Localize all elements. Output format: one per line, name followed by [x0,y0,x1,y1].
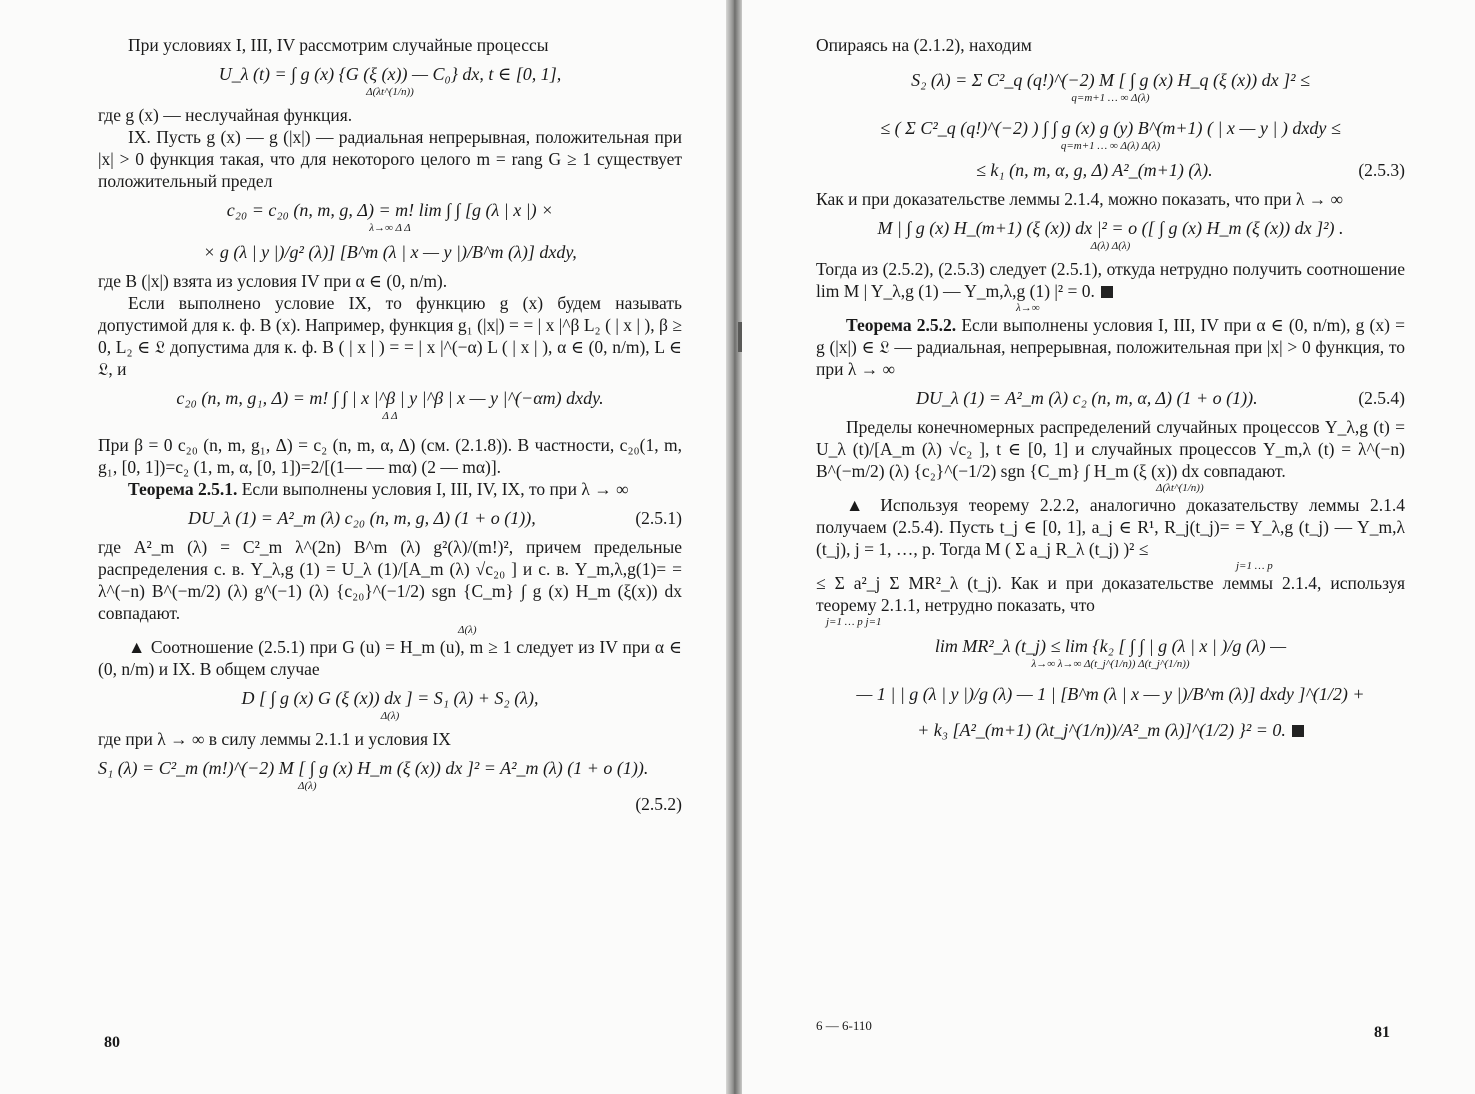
equation-c20-line2: × g (λ | y |)/g² (λ)] [B^m (λ | x — y |)/B^m (λ)] dxdy, [203,242,577,262]
equation-c20-line1: c₂₀ = c₂₀ (n, m, g, Δ) = m! lim ∫ ∫ [g (λ | x |) × [226,200,554,220]
right-page-number: 81 [1374,1024,1390,1041]
qed-square-icon-final [1292,725,1304,737]
admissible-paragraph: Если выполнено условие IX, то функцию g (x) будем называть допустимой для к. ф. B (x). Например, функция g₁ (|x|) = = | x |^β L₂ ( | x | ), β ≥ 0, L₂ ∈ 𝔏 допустима для к. ф. B ( | x | ) = = | x |^(−α) L ( | x | ), α ∈ (0, n/m), L ∈ 𝔏, и [98,293,682,379]
left-intro: При условиях I, III, IV рассмотрим случайные процессы [128,35,549,55]
condition-IX: IX. Пусть g (x) — g (|x|) — радиальная непрерывная, положительная при |x| > 0 функция такая, что для некоторого целого m = rang G ≥ 1 существует положительный предел [98,127,682,191]
equation-254 [816,386,1405,410]
equation-S2-line1-text: S₂ (λ) = Σ C²_q (q!)^(−2) M [ ∫ g (x) H_q (ξ (x)) dx ]² ≤ [911,70,1310,90]
equation-S1-text: S₁ (λ) = C²_m (m!)^(−2) M [ ∫ g (x) H_m (ξ (x)) dx ]² = A²_m (λ) (1 + o (1)). [98,758,649,778]
equation-252-number: (2.5.2) [635,794,682,814]
equation-M-text: M | ∫ g (x) H_(m+1) (ξ (x)) dx |² = o ([ ∫ g (x) H_m (ξ (x)) dx ]²) . [877,218,1344,238]
where-A-subscript: Δ(λ) [458,624,477,636]
proof-sum-subscript: j=1 … p [1236,560,1273,572]
beta-zero-paragraph: При β = 0 c₂₀ (n, m, g₁, Δ) = c₂ (n, m, α, Δ) (см. (2.1.8)). В частности, c₂₀(1, m, g₁, [0, 1])=c₂ (1, m, α, [0, 1])=2/[(1— — mα) (2 — mα)]. [98,435,682,477]
equation-252-number-row [98,792,682,816]
theorem-251 [98,478,682,500]
equation-c20-subscript: λ→∞ Δ Δ [369,222,411,234]
proof-252-cont: ≤ Σ a²_j Σ MR²_λ (t_j). Как и при доказательстве леммы 2.1.4, используя теорему 2.1.1, нетрудно показать, что [816,573,1405,615]
equation-254-text: DU_λ (1) = A²_m (λ) c₂ (n, m, α, Δ) (1 + o (1)). [916,388,1258,408]
equation-c20-g1-text: c₂₀ (n, m, g₁, Δ) = m! ∫ ∫ | x |^β | y |^β | x — y |^(−αm) dxdy. [176,388,604,408]
equation-254-number: (2.5.4) [1358,388,1405,408]
equation-lim-line3 [816,718,1405,742]
equation-S2-line1 [816,68,1405,104]
theorem-252-label: Теорема 2.5.2. [846,315,957,335]
theorem-251-text: Если выполнены условия I, III, IV, IX, то при λ → ∞ [241,479,629,499]
equation-M [816,216,1405,252]
signature-mark: 6 — 6-110 [816,1018,872,1033]
lemma-214-paragraph: Как и при доказательстве леммы 2.1.4, можно показать, что при λ → ∞ [816,189,1344,209]
equation-S1-subscript: Δ(λ) [298,780,317,792]
equation-S1 [98,756,682,792]
equation-c20-g1 [98,386,682,422]
equation-D [98,686,682,722]
equation-lim-subscript: λ→∞ λ→∞ Δ(t_j^(1/n)) Δ(t_j^(1/n)) [1031,658,1190,670]
proof-cont-subscript: j=1 … p j=1 [826,616,882,628]
equation-253-number: (2.5.3) [1358,160,1405,180]
equation-S2-line3: ≤ k₁ (n, m, α, g, Δ) A²_(m+1) (λ). [976,160,1213,180]
equation-D-text: D [ ∫ g (x) G (ξ (x)) dx ] = S₁ (λ) + S₂ (λ), [241,688,539,708]
equation-251-number: (2.5.1) [635,508,682,528]
equation-S2-line2 [816,116,1405,152]
where-A-paragraph: где A²_m (λ) = C²_m λ^(2n) B^m (λ) g²(λ)/(m!)², причем предельные распределения с. в. Y_λ,g (1) = U_λ (1)/[A_m (λ) √c₂₀ ] и с. в. Y_m,λ,g(1)= = λ^(−n) B^(−m/2) (λ) g^(−1) (λ) {c₂₀}^(−1/2) sgn {C_m} ∫ g (x) H_m (ξ(x)) dx совпадают. [98,537,682,623]
right-intro: Опираясь на (2.1.2), находим [816,35,1032,55]
equation-S2-sub1: q=m+1 … ∞ Δ(λ) [1071,92,1150,104]
right-page [742,0,1475,1094]
equation-lim-line1-text: lim MR²_λ (t_j) ≤ lim {k₂ [ ∫ ∫ | g (λ | x | )/g (λ) — [934,636,1287,656]
equation-lim-line3-text: + k₃ [A²_(m+1) (λt_j^(1/n))/A²_m (λ)]^(1/2) }² = 0. [917,720,1286,740]
equation-U [98,62,682,98]
left-page [0,0,726,1094]
equation-lim-line1 [816,634,1405,670]
then-from-paragraph [816,258,1405,302]
then-from-subscript: λ→∞ [1016,302,1040,314]
equation-M-subscript: Δ(λ) Δ(λ) [1090,240,1131,252]
equation-D-subscript: Δ(λ) [380,710,400,722]
equation-253 [816,158,1405,182]
equation-c20-g1-subscript: Δ Δ [382,410,398,422]
where-B: где B (|x|) взята из условия IV при α ∈ (0, n/m). [98,271,448,291]
then-from-text: Тогда из (2.5.2), (2.5.3) следует (2.5.1), откуда нетрудно получить соотношение lim M | Y_λ,g (1) — Y_m,λ,g (1) |² = 0. [816,259,1405,301]
theorem-251-label: Теорема 2.5.1. [128,479,238,499]
left-page-number: 80 [104,1034,120,1051]
equation-S2-line2-text: ≤ ( Σ C²_q (q!)^(−2) ) ∫ ∫ g (x) g (y) B^(m+1) ( | x — y | ) dxdy ≤ [880,118,1341,138]
where-g: где g (x) — неслучайная функция. [98,105,353,125]
equation-lim-line2: — 1 | | g (λ | y |)/g (λ) — 1 | [B^m (λ | x — y |)/B^m (λ)] dxdy ]^(1/2) + [856,684,1365,704]
limits-subscript: Δ(λt^(1/n)) [1156,482,1204,494]
equation-251-text: DU_λ (1) = A²_m (λ) c₂₀ (n, m, g, Δ) (1 + o (1)), [188,508,536,528]
equation-U-subscript: Δ(λt^(1/n)) [366,86,414,98]
proof-252-start: ▲ Используя теорему 2.2.2, аналогично доказательству леммы 2.1.4 получаем (2.5.4). Пусть t_j ∈ [0, 1], a_j ∈ R¹, R_j(t_j)= = Y_λ,g (t_j) — Y_m,λ (t_j), j = 1, …, p. Тогда M ( Σ a_j R_λ (t_j) )² ≤ [816,495,1405,559]
equation-251 [98,506,682,530]
theorem-252 [816,314,1405,380]
proof-251-start: ▲ Соотношение (2.5.1) при G (u) = H_m (u), m ≥ 1 следует из IV при α ∈ (0, n/m) и IX. В общем случае [98,637,682,679]
equation-U-text: U_λ (t) = ∫ g (x) {G (ξ (x)) — C₀} dx, t ∈ [0, 1], [218,64,562,84]
equation-S2-sub2: q=m+1 … ∞ Δ(λ) Δ(λ) [1060,140,1161,152]
book-gutter [726,0,742,1094]
equation-c20 [98,198,682,234]
qed-square-icon [1101,286,1113,298]
theorem-252-text: Если выполнены условия I, III, IV при α ∈ (0, n/m), g (x) = g (|x|) ∈ 𝔏 — радиальная, непрерывная, положительная при |x| > 0 функция, то при λ → ∞ [816,315,1406,379]
lemma-ref: где при λ → ∞ в силу леммы 2.1.1 и условия IX [98,729,451,749]
limits-paragraph: Пределы конечномерных распределений случайных процессов Y_λ,g (t) = U_λ (t)/[A_m (λ) √c₂ ], t ∈ [0, 1] и случайных процессов Y_m,λ (t) = λ^(−n) B^(−m/2) (λ) {c₂}^(−1/2) sgn {C_m} ∫ H_m (ξ (x)) dx совпадают. [816,417,1405,481]
